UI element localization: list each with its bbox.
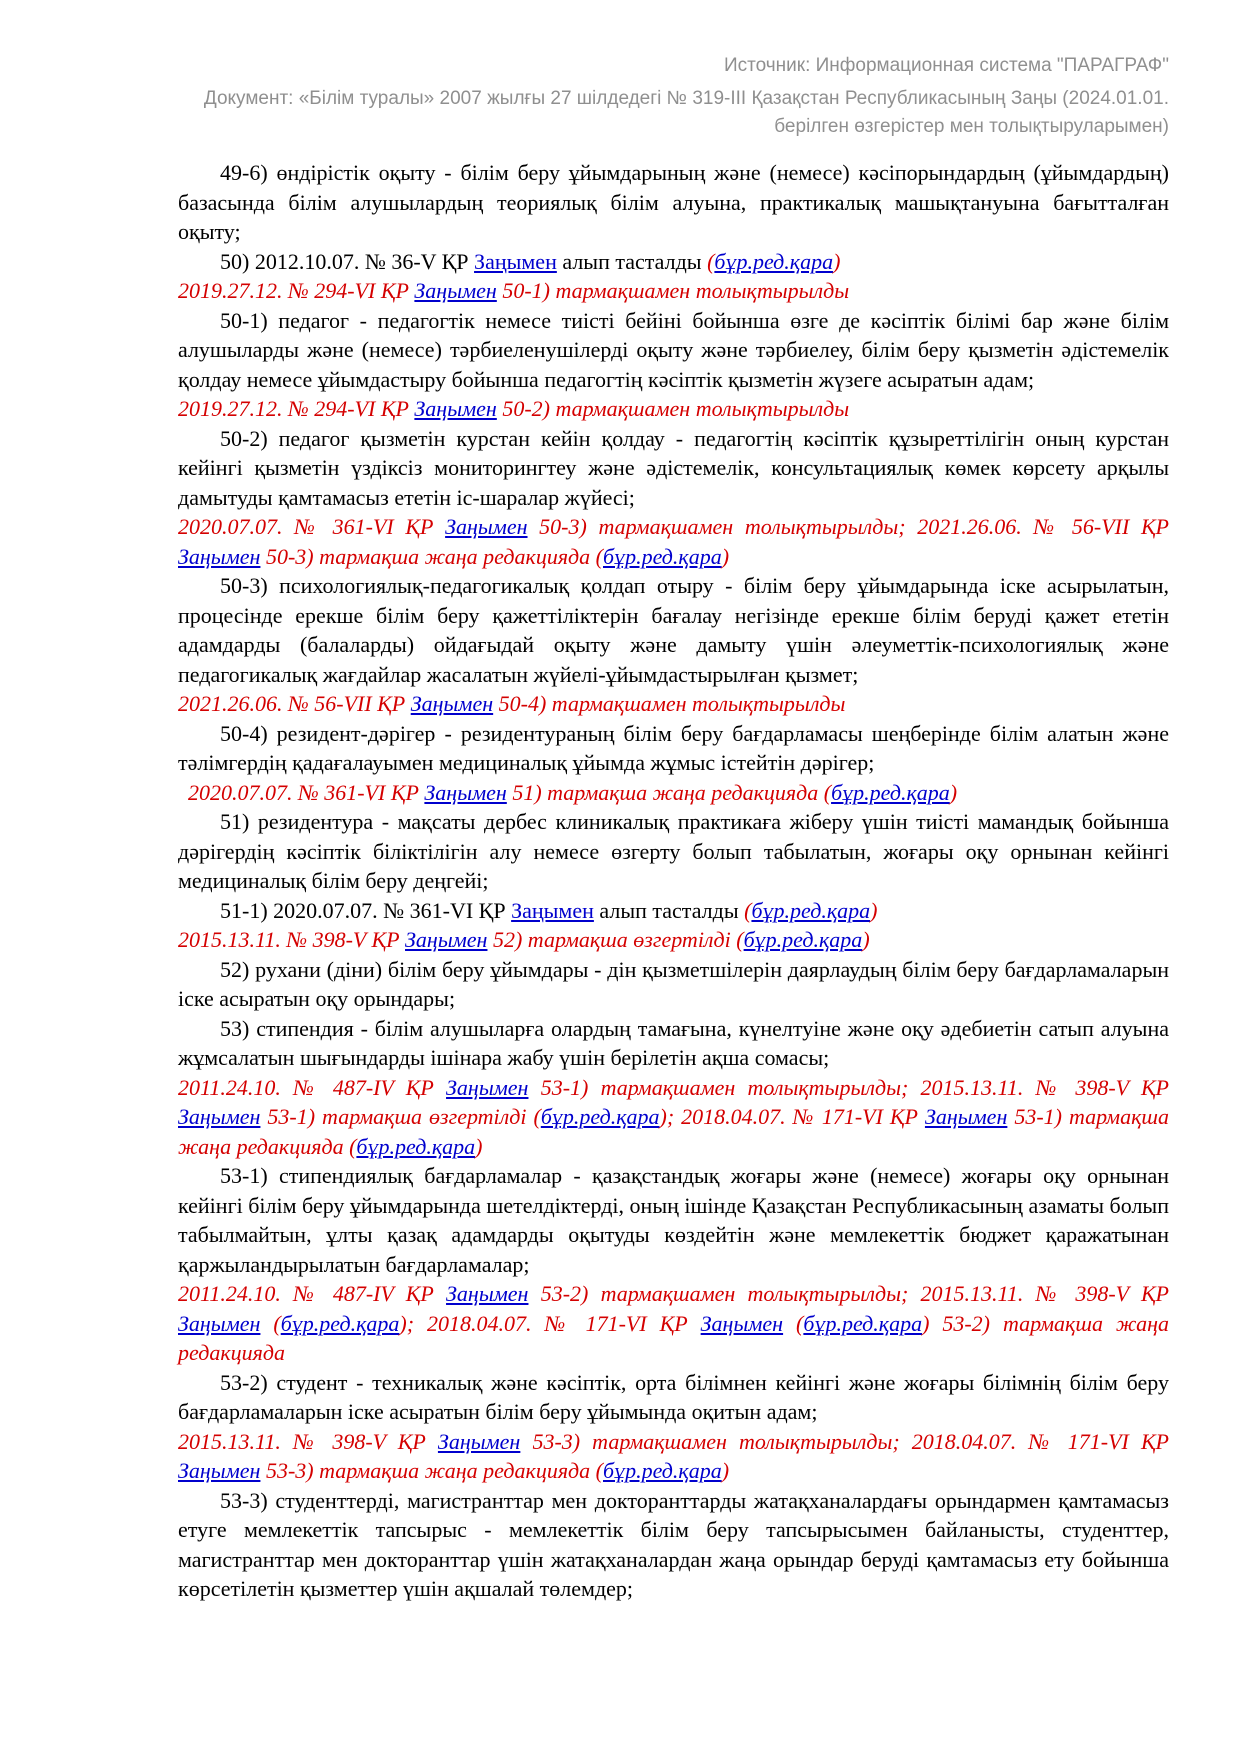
amendment-note (178, 1279, 1169, 1368)
amendment-text-run: 53-3) тармақша жаңа редакцияда ( (260, 1458, 603, 1483)
law-link[interactable]: Заңымен (178, 543, 261, 569)
law-link[interactable]: Заңымен (178, 1458, 261, 1483)
text-run: алып тасталды (593, 897, 745, 923)
text-run: 50-3) психологиялық-педагогикалық қолдап отыру - білім беру ұйымдарында іске асырылатын, процесінде ерекше білім беру қажеттіліктерін бағалау негізінде ерекше білім беруді қажет ететін адамдарды (балаларды) ойдағыдай оқыту және дамыту үшін әлеуметтік-психологиялық және педагогикалық жағдайлар жасалатын жүйелі-ұйымдастырылған қызмет; (178, 573, 1169, 687)
text-run: алып тасталды (556, 248, 708, 274)
body-paragraph (178, 158, 1169, 247)
amendment-text-run: 51) тармақша жаңа редакцияда ( (506, 779, 832, 805)
amendment-text-run: 2015.13.11. № 398-V ҚР (178, 927, 406, 952)
prev-edition-link[interactable]: бұр.ред.қара (540, 1104, 660, 1129)
amendment-text-run: 2019.27.12. № 294-VI ҚР (178, 278, 415, 303)
law-link[interactable]: Заңымен (446, 1074, 529, 1100)
amendment-text-run: 2015.13.11. № 398-V ҚР (178, 1428, 438, 1454)
amendment-note (178, 512, 1169, 571)
amendment-text-run: ) (721, 1458, 730, 1483)
body-paragraph (178, 1014, 1169, 1073)
amendment-text-run: ) (862, 927, 870, 952)
amendment-text-run: ( (783, 1310, 804, 1336)
amendment-text-run: 2019.27.12. № 294-VI ҚР (178, 396, 415, 421)
amendment-note (178, 1073, 1169, 1162)
law-link[interactable]: Заңымен (446, 1281, 529, 1306)
text-run: 52) рухани (діни) білім беру ұйымдары - дін қызметшілерін даярлаудың білім беру бағдарламаларын іске асыратын оқу орындары; (178, 956, 1169, 1011)
text-run: 53-2) студент - техникалық және кәсіптік, орта білімнен кейінгі және жоғары білімнің білім беру бағдарламаларын іске асыратын білім беру ұйымында оқитын адам; (178, 1369, 1169, 1424)
law-link[interactable]: Заңымен (511, 897, 594, 923)
amendment-note (178, 276, 1169, 306)
law-link[interactable]: Заңымен (424, 779, 507, 805)
prev-edition-link[interactable]: бұр.ред.қара (603, 1458, 722, 1483)
amendment-text-run: 2021.26.06. № 56-VII ҚР (178, 691, 411, 716)
law-link[interactable]: Заңымен (414, 396, 497, 421)
amendment-text-run: ) (870, 897, 878, 923)
amendment-text-run: 53-1) тармақшамен толықтырылды; 2015.13.11. № 398-V ҚР (528, 1074, 1169, 1100)
body-paragraph (178, 1161, 1169, 1279)
text-run: 50-1) педагог - педагогтік немесе тиісті бейіні бойынша өзге де кәсіптік білімі бар және білім алушыларды және (немесе) тәрбиеленушілерді оқыту және тәрбиелеу, білім беру қызметін әдістемелік қолдау немесе ұйымдастыру бойынша педагогтің кәсіптік қызметін жүзеге асыратын адам; (178, 307, 1169, 392)
text-run: 49-6) өндірістік оқыту - білім беру ұйымдарының және (немесе) кәсіпорындардың (ұйымдардың) базасында білім алушылардың теориялық білім алуына, практикалық машықтануына бағытталған оқыту; (178, 160, 1169, 244)
amendment-text-run: 2011.24.10. № 487-IV ҚР (178, 1074, 447, 1100)
amendment-text-run: 2011.24.10. № 487-IV ҚР (178, 1281, 447, 1306)
source-line: Источник: Информационная система "ПАРАГРАФ" (723, 55, 1169, 76)
amendment-text-run: ) (833, 248, 841, 274)
document-title-line: Документ: «Білім туралы» 2007 жылғы 27 шілдедегі № 319-III Қазақстан Республикасының Заңы (2024.01.01. берілген өзгерістер мен толықтыруларымен) (203, 88, 1169, 137)
text-run: 53-3) студенттерді, магистранттар мен докторанттарды жатақханалардағы орындармен қамтамасыз етуге мемлекеттік тапсырыс - мемлекеттік білім беру тапсырысымен байланысты, студенттер, магистранттар мен докторанттар үшін жатақханалардан жаңа орындар беруді қамтамасыз ету бойынша көрсетілетін қызметтер үшін ақшалай төлемдер; (178, 1487, 1169, 1601)
prev-edition-link[interactable]: бұр.ред.қара (356, 1133, 476, 1159)
text-run: 53) стипендия - білім алушыларға олардың тамағына, күнелтуіне және оқу әдебиетін сатып алуына жұмсалатын шығындарды ішінара жабу үшін берілетін ақша сомасы; (178, 1015, 1169, 1070)
amendment-text-run: 53-1) тармақша жаңа редакцияда ( (178, 1104, 1169, 1159)
amendment-text-run: ) 53-2) тармақша жаңа редакцияда (178, 1310, 1169, 1365)
prev-edition-link[interactable]: бұр.ред.қара (714, 248, 834, 274)
amendment-text-run: 53-2) тармақшамен толықтырылды; 2015.13.11. № 398-V ҚР (528, 1281, 1169, 1306)
amendment-text-run: ( (707, 248, 715, 274)
body-paragraph (178, 571, 1169, 689)
prev-edition-link[interactable]: бұр.ред.қара (603, 543, 722, 569)
amendment-text-run: 2020.07.07. № 361-VI ҚР (178, 514, 446, 539)
law-link[interactable]: Заңымен (178, 1310, 261, 1336)
law-link[interactable]: Заңымен (410, 691, 494, 716)
prev-edition-link[interactable]: бұр.ред.қара (751, 897, 871, 923)
amendment-text-run: 52) тармақша өзгертілді ( (487, 927, 744, 952)
amendment-text-run: 53-1) тармақша өзгертілді ( (260, 1104, 541, 1129)
law-link[interactable]: Заңымен (405, 927, 488, 952)
body-paragraph (178, 1486, 1169, 1604)
law-link[interactable]: Заңымен (924, 1104, 1008, 1129)
prev-edition-link[interactable]: бұр.ред.қара (743, 927, 863, 952)
body-paragraph (178, 955, 1169, 1014)
law-link[interactable]: Заңымен (178, 1104, 261, 1129)
amendment-note (178, 394, 1169, 424)
amendment-text-run: ( (260, 1310, 281, 1336)
body-paragraph (178, 306, 1169, 395)
amendment-text-run: 50-3) тармақша жаңа редакцияда ( (260, 543, 603, 569)
amendment-text-run: ) (949, 779, 958, 805)
amendment-text-run: ) (721, 543, 730, 569)
amendment-text-run: 50-4) тармақшамен толықтырылды (493, 691, 846, 716)
prev-edition-link[interactable]: бұр.ред.қара (831, 779, 950, 805)
law-link[interactable]: Заңымен (437, 1428, 521, 1454)
body-paragraph (178, 1368, 1169, 1427)
text-run: 50) 2012.10.07. № 36-V ҚР (220, 248, 475, 274)
body-paragraph (178, 719, 1169, 778)
document-body (178, 158, 1169, 1604)
amendment-text-run: 53-3) тармақшамен толықтырылды; 2018.04.07. № 171-VI ҚР (520, 1428, 1169, 1454)
amendment-text-run: ); 2018.04.07. № 171-VI ҚР (659, 1104, 925, 1129)
body-paragraph (178, 807, 1169, 896)
text-run: 50-2) педагог қызметін курстан кейін қолдау - педагогтің кәсіптік құзыреттілігін оның курстан кейінгі қызметін үздіксіз мониторингтеу және әдістемелік, консультациялық көмек көрсету арқылы дамытуды қамтамасыз ететін іс-шаралар жүйесі; (178, 425, 1169, 510)
amendment-text-run: 50-1) тармақшамен толықтырылды (496, 278, 850, 303)
text-run: 51) резидентура - мақсаты дербес клиникалық практикаға жіберу үшін тиісті мамандық бойынша дәрігердің кәсіптік біліктілігін алу немесе өзгерту болып табылатын, жоғары оқу орнынан кейінгі медициналық білім беру деңгейі; (178, 809, 1169, 893)
body-paragraph (178, 896, 1169, 926)
amendment-text-run: ); 2018.04.07. № 171-VI ҚР (399, 1310, 701, 1336)
document-header (178, 52, 1169, 141)
text-run: 53-1) стипендиялық бағдарламалар - қазақстандық жоғары және (немесе) жоғары оқу орнынан кейінгі білім беру ұйымдарында шетелдіктерді, оның ішінде Қазақстан Республикасының азаматы болып табылмайтын, ұлты қазақ адамдарды оқытуды көздейтін және мемлекеттік бюджет қаражатынан қаржыландырылатын бағдарламалар; (178, 1163, 1169, 1277)
amendment-note (178, 689, 1169, 719)
amendment-text-run: 50-3) тармақшамен толықтырылды; 2021.26.06. № 56-VII ҚР (527, 514, 1169, 539)
prev-edition-link[interactable]: бұр.ред.қара (280, 1310, 400, 1336)
amendment-note (178, 778, 1169, 808)
text-run: 51-1) 2020.07.07. № 361-VI ҚР (220, 897, 512, 923)
law-link[interactable]: Заңымен (474, 248, 557, 274)
law-link[interactable]: Заңымен (414, 278, 497, 303)
law-link[interactable]: Заңымен (700, 1310, 784, 1336)
prev-edition-link[interactable]: бұр.ред.қара (803, 1310, 923, 1336)
body-paragraph (178, 247, 1169, 277)
amendment-text-run: ) (475, 1133, 483, 1159)
amendment-note (178, 925, 1169, 955)
amendment-text-run: 50-2) тармақшамен толықтырылды (496, 396, 850, 421)
amendment-text-run: ( (744, 897, 752, 923)
amendment-note (178, 1427, 1169, 1486)
body-paragraph (178, 424, 1169, 513)
law-link[interactable]: Заңымен (445, 514, 528, 539)
amendment-text-run: 2020.07.07. № 361-VI ҚР (188, 779, 425, 805)
text-run: 50-4) резидент-дәрігер - резидентураның білім беру бағдарламасы шеңберінде білім алатын және тәлімгердің қадағалауымен медициналық ұйымда жұмыс істейтін дәрігер; (178, 720, 1169, 775)
